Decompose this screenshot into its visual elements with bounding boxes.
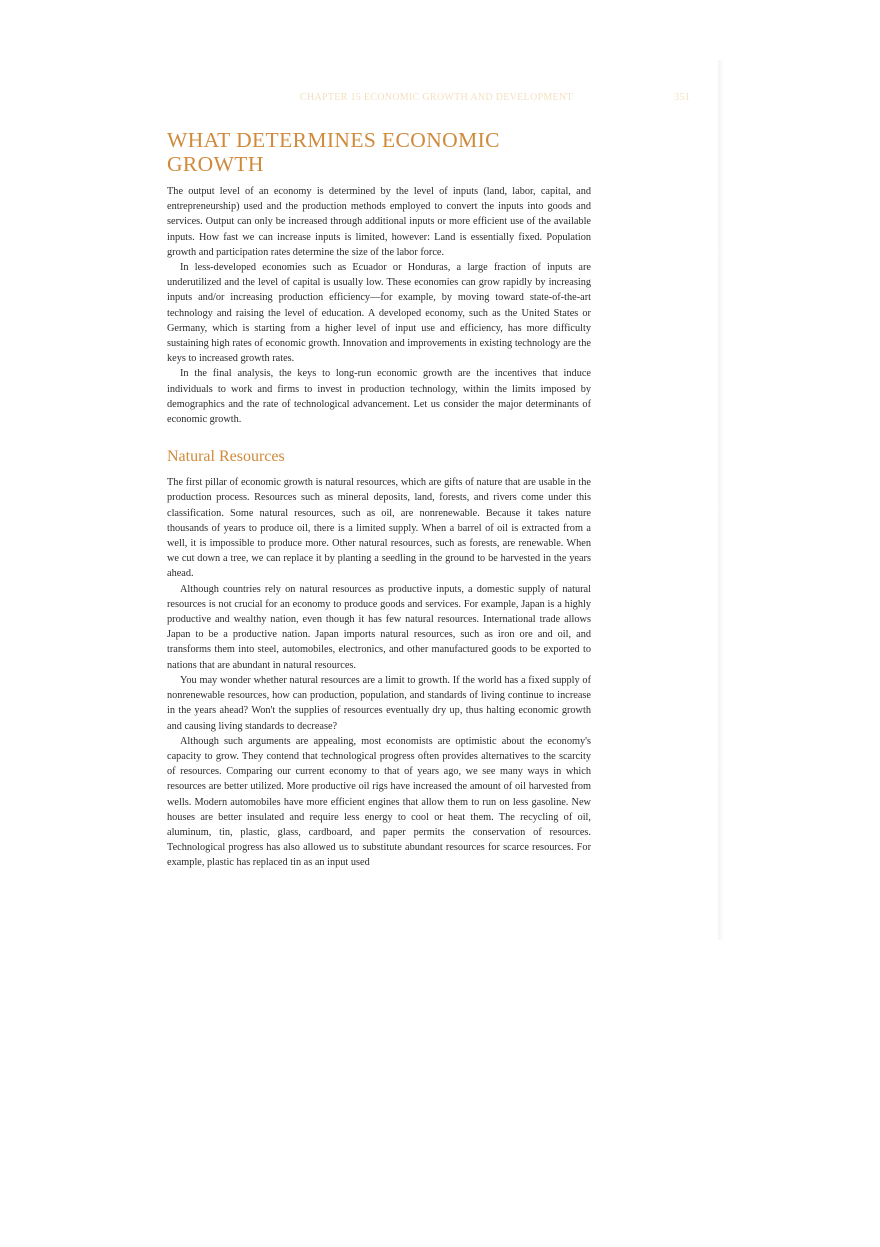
section-paragraph: The output level of an economy is determined by the level of inputs (land, labor, capital, and entrepreneurship) used and the production methods employed to convert the inputs into goods and services. Output can only be increased through additional inputs or more efficient use of the available inputs. How fast we can increase inputs is limited, however: Land is essentially fixed. Population growth and participation rates determine the size of the labor force. bbox=[167, 186, 591, 258]
subsection-paragraph: The first pillar of economic growth is natural resources, which are gifts of nature that are usable in the production process. Resources such as mineral deposits, land, forests, and rivers come under this classification. Some natural resources, such as oil, are nonrenewable. Because it takes nature thousands of years to produce oil, there is a limited supply. When a barrel of oil is extracted from a well, it is impossible to produce more. Other natural resources, such as forests, are renewable. When we cut down a tree, we can replace it by planting a seedling in the ground to be harvested in the years ahead. bbox=[167, 477, 591, 580]
subsection-title: Natural Resources bbox=[167, 448, 285, 466]
running-header-text: CHAPTER 15 ECONOMIC GROWTH AND DEVELOPMENT bbox=[300, 92, 573, 103]
subsection-paragraph: Although such arguments are appealing, most economists are optimistic about the economy's capacity to grow. They contend that technological progress often provides alternatives to the scarcity of resources. Comparing our current economy to that of years ago, we see many ways in which resources are better utilized. More productive oil rigs have increased the amount of oil harvested from wells. Modern automobiles have more efficient engines that allow them to run on less gasoline. New houses are better insulated and require less energy to cool or heat them. The recycling of oil, aluminum, tin, plastic, glass, cardboard, and paper permits the conservation of resources. Technological progress has also allowed us to substitute abundant resources for scarce resources. For example, plastic has replaced tin as an input used bbox=[167, 735, 591, 869]
section-paragraph: In the final analysis, the keys to long-run economic growth are the incentives that induce individuals to work and firms to invest in production technology, within the limits imposed by demographics and the rate of technological advancement. Let us consider the major determinants of economic growth. bbox=[167, 368, 591, 426]
page-content bbox=[167, 128, 591, 871]
page-number: 351 bbox=[674, 92, 690, 103]
running-header bbox=[300, 92, 690, 103]
subsection-paragraph: Although countries rely on natural resources as productive inputs, a domestic supply of natural resources is not crucial for an economy to produce goods and services. For example, Japan is a highly productive and wealthy nation, even though it has few natural resources. International trade allows Japan to be a productive nation. Japan imports natural resources, such as iron ore and oil, and transforms them into steel, automobiles, electronics, and other manufactured goods to be exported to nations that are abundant in natural resources. bbox=[167, 583, 591, 671]
section-title: WHAT DETERMINES ECONOMIC GROWTH bbox=[167, 128, 500, 176]
subsection-paragraph: You may wonder whether natural resources are a limit to growth. If the world has a fixed supply of nonrenewable resources, how can production, population, and standards of living continue to increase in the years ahead? Won't the supplies of resources eventually dry up, thus halting economic growth and causing living standards to decrease? bbox=[167, 674, 591, 732]
section-paragraph: In less-developed economies such as Ecuador or Honduras, a large fraction of inputs are underutilized and the level of capital is usually low. These economies can grow rapidly by increasing inputs and/or increasing production efficiency—for example, by moving toward state-of-the-art technology and raising the level of education. A developed economy, such as the United States or Germany, which is starting from a higher level of input use and efficiency, has more difficulty sustaining high rates of economic growth. Innovation and improvements in existing technology are the keys to increased growth rates. bbox=[167, 262, 591, 365]
page-edge-shadow bbox=[718, 60, 724, 940]
